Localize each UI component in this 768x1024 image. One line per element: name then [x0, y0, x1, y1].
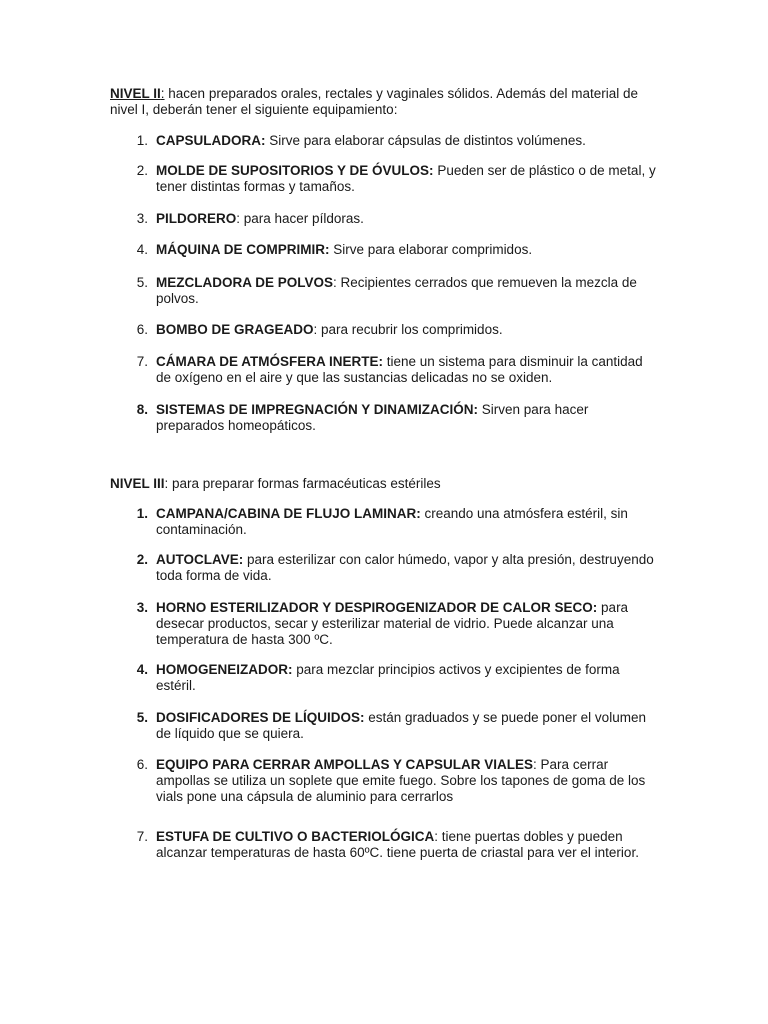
item-description: Sirve para elaborar cápsulas de distintos volúmenes.: [265, 133, 586, 148]
item-number: 3.: [136, 211, 148, 226]
item-number: 4.: [136, 242, 148, 257]
item-term: CAMPANA/CABINA DE FLUJO LAMINAR:: [156, 506, 421, 521]
level-3-intro-text: : para preparar formas farmacéuticas estériles: [164, 476, 441, 491]
item-description: : Para cerrar ampollas se utiliza un soplete que emite fuego. Sobre los tapones de goma de los vials pone una cápsula de aluminio para cerrarlos: [156, 757, 646, 804]
item-term: MOLDE DE SUPOSITORIOS Y DE ÓVULOS:: [156, 163, 434, 178]
item-description: : para recubrir los comprimidos.: [313, 322, 503, 337]
item-description: para mezclar principios activos y excipientes de forma estéril.: [156, 662, 620, 693]
item-number: 8.: [136, 402, 148, 417]
item-number: 7.: [136, 354, 148, 369]
item-term: MEZCLADORA DE POLVOS: [156, 275, 334, 290]
item-description: creando una atmósfera estéril, sin contaminación.: [156, 506, 628, 537]
item-number: 6.: [136, 757, 148, 772]
level-2-intro-text: hacen preparados orales, rectales y vaginales sólidos. Además del material de nivel I, deberán tener el siguiente equipamiento:: [110, 86, 639, 117]
item-term: MÁQUINA DE COMPRIMIR:: [156, 242, 330, 257]
item-number: 7.: [136, 829, 148, 844]
item-term: EQUIPO PARA CERRAR AMPOLLAS Y CAPSULAR VIALES: [156, 757, 534, 772]
item-description: para esterilizar con calor húmedo, vapor y alta presión, destruyendo toda forma de vida.: [156, 552, 654, 583]
item-description: Sirve para elaborar comprimidos.: [329, 242, 533, 257]
item-description: : para hacer píldoras.: [236, 211, 364, 226]
item-number: 5.: [136, 275, 148, 290]
item-number: 3.: [136, 600, 148, 615]
item-description: para desecar productos, secar y esterilizar material de vidrio. Puede alcanzar una temperatura de hasta 300 ºC.: [156, 600, 629, 647]
item-number: 6.: [136, 322, 148, 337]
item-term: BOMBO DE GRAGEADO: [156, 322, 314, 337]
item-term: DOSIFICADORES DE LÍQUIDOS:: [156, 710, 365, 725]
item-term: HORNO ESTERILIZADOR Y DESPIROGENIZADOR DE CALOR SECO:: [156, 600, 598, 615]
item-number: 1.: [136, 133, 148, 148]
item-description: Pueden ser de plástico o de metal, y tener distintas formas y tamaños.: [156, 163, 656, 194]
item-term: SISTEMAS DE IMPREGNACIÓN Y DINAMIZACIÓN:: [156, 402, 479, 417]
item-term: ESTUFA DE CULTIVO O BACTERIOLÓGICA: [156, 829, 435, 844]
level-3-label: NIVEL III: [110, 476, 165, 491]
item-term: AUTOCLAVE:: [156, 552, 244, 567]
item-number: 1.: [136, 506, 148, 521]
item-number: 5.: [136, 710, 148, 725]
item-description: : tiene puertas dobles y pueden alcanzar temperaturas de hasta 60ºC. tiene puerta de criastal para ver el interior.: [156, 829, 639, 860]
item-description: Sirven para hacer preparados homeopáticos.: [156, 402, 589, 433]
level-2-label: NIVEL II: [110, 86, 161, 101]
level-2-intro: [110, 86, 655, 118]
item-term: PILDORERO: [156, 211, 237, 226]
item-number: 2.: [136, 163, 148, 178]
level-2-label-colon: :: [160, 86, 165, 101]
level-3-intro: [110, 476, 655, 492]
item-term: CÁMARA DE ATMÓSFERA INERTE:: [156, 354, 383, 369]
item-number: 4.: [136, 662, 148, 677]
item-number: 2.: [136, 552, 148, 567]
item-term: CAPSULADORA:: [156, 133, 266, 148]
item-term: HOMOGENEIZADOR:: [156, 662, 293, 677]
item-description: están graduados y se puede poner el volumen de líquido que se quiera.: [156, 710, 646, 741]
item-description: tiene un sistema para disminuir la cantidad de oxígeno en el aire y que las sustancias delicadas no se oxiden.: [156, 354, 643, 385]
item-description: : Recipientes cerrados que remueven la mezcla de polvos.: [156, 275, 637, 306]
